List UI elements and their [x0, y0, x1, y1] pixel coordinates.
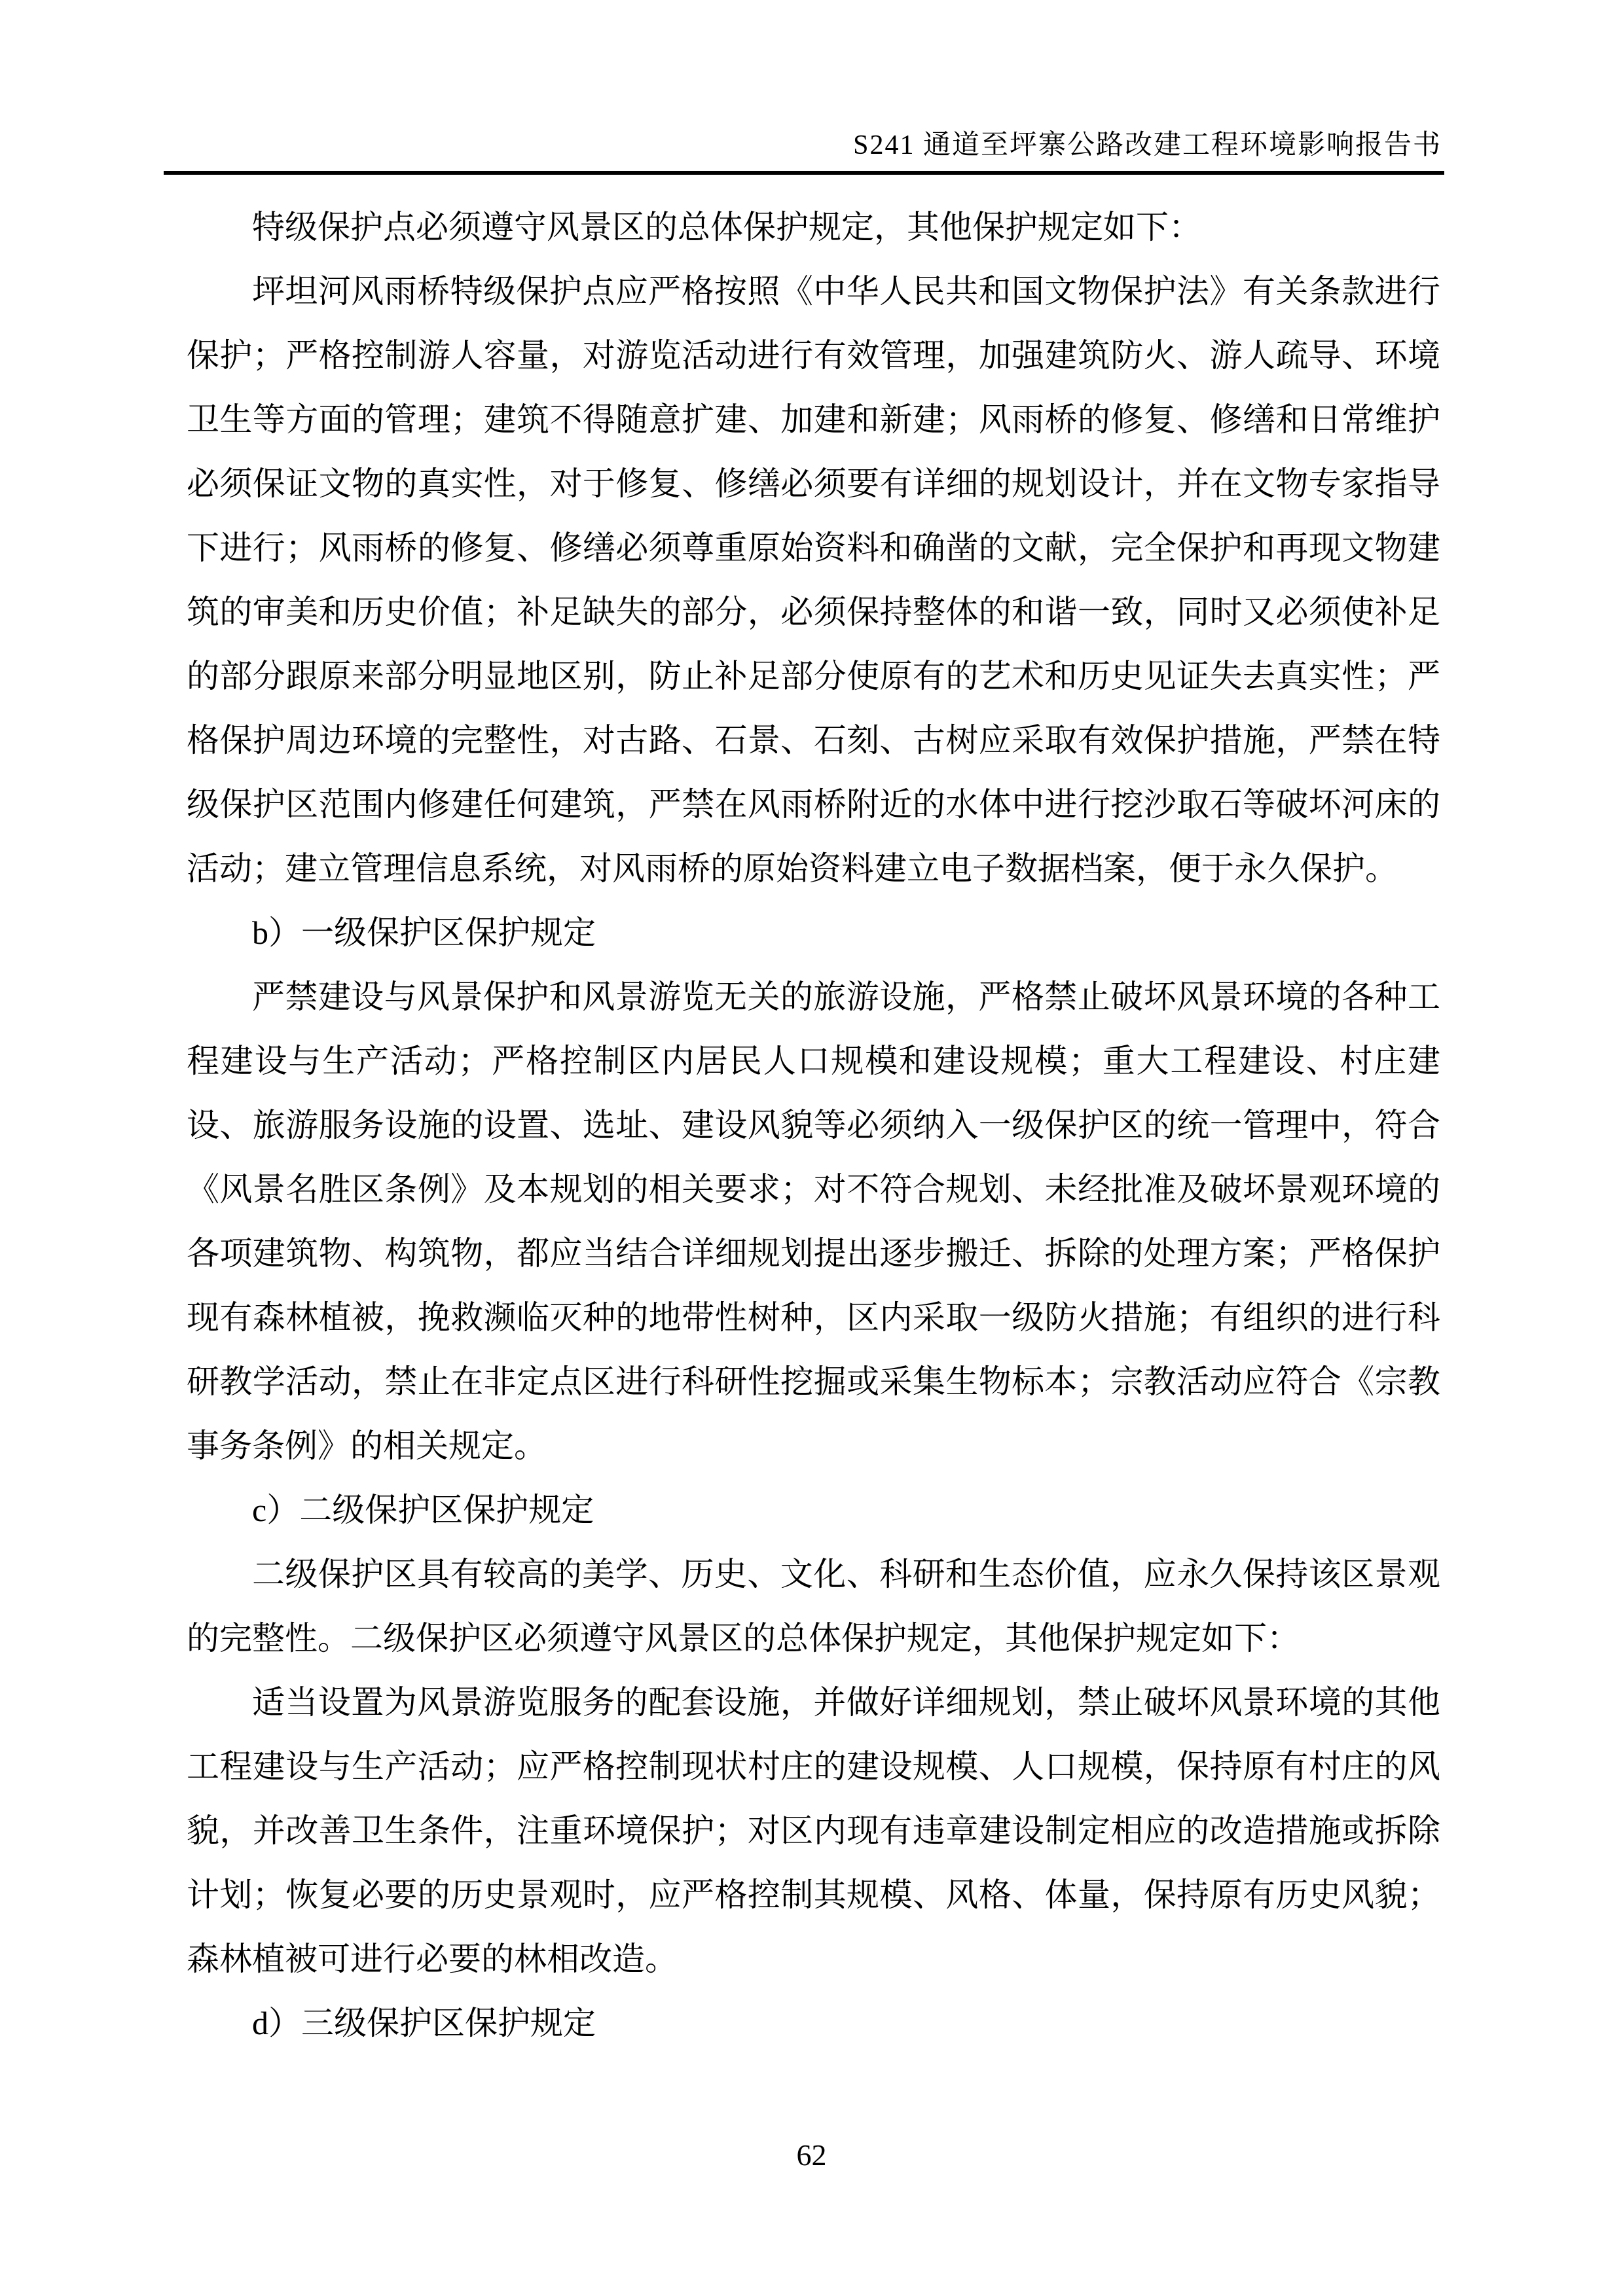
section-heading-b: b）一级保护区保护规定	[252, 914, 596, 951]
body-paragraph: 特级保护点必须遵守风景区的总体保护规定，其他保护规定如下：	[252, 209, 1201, 245]
body-paragraph: 坪坦河风雨桥特级保护点应严格按照《中华人民共和国文物保护法》有关条款进行保护；严格控制游人容量，对游览活动进行有效管理，加强建筑防火、游人疏导、环境卫生等方面的管理；建筑不得随意扩建、加建和新建；风雨桥的修复、修缮和日常维护必须保证文物的真实性，对于修复、修缮必须要有详细的规划设计，并在文物专家指导下进行；风雨桥的修复、修缮必须尊重原始资料和确凿的文献，完全保护和再现文物建筑的审美和历史价值；补足缺失的部分，必须保持整体的和谐一致，同时又必须使补足的部分跟原来部分明显地区别，防止补足部分使原有的艺术和历史见证失去真实性；严格保护周边环境的完整性，对古路、石景、石刻、古树应采取有效保护措施，严禁在特级保护区范围内修建任何建筑，严禁在风雨桥附近的水体中进行挖沙取石等破坏河床的活动；建立管理信息系统，对风雨桥的原始资料建立电子数据档案，便于永久保护。	[187, 273, 1440, 887]
body-paragraph: 二级保护区具有较高的美学、历史、文化、科研和生态价值，应永久保持该区景观的完整性。二级保护区必须遵守风景区的总体保护规定，其他保护规定如下：	[187, 1556, 1440, 1657]
document-body	[187, 195, 1440, 2055]
body-paragraph: 严禁建设与风景保护和风景游览无关的旅游设施，严格禁止破坏风景环境的各种工程建设与生产活动；严格控制区内居民人口规模和建设规模；重大工程建设、村庄建设、旅游服务设施的设置、选址、建设风貌等必须纳入一级保护区的统一管理中，符合《风景名胜区条例》及本规划的相关要求；对不符合规划、未经批准及破坏景观环境的各项建筑物、构筑物，都应当结合详细规划提出逐步搬迁、拆除的处理方案；严格保护现有森林植被，挽救濒临灭种的地带性树种，区内采取一级防火措施；有组织的进行科研教学活动，禁止在非定点区进行科研性挖掘或采集生物标本；宗教活动应符合《宗教事务条例》的相关规定。	[187, 978, 1440, 1464]
section-heading-d: d）三级保护区保护规定	[252, 2005, 596, 2041]
header-rule	[164, 171, 1444, 175]
page-number: 62	[796, 2138, 827, 2172]
body-paragraph: 适当设置为风景游览服务的配套设施，并做好详细规划，禁止破坏风景环境的其他工程建设与生产活动；应严格控制现状村庄的建设规模、人口规模，保持原有村庄的风貌，并改善卫生条件，注重环境保护；对区内现有违章建设制定相应的改造措施或拆除计划；恢复必要的历史景观时，应严格控制其规模、风格、体量，保持原有历史风貌；森林植被可进行必要的林相改造。	[187, 1684, 1440, 1977]
section-heading-c: c）二级保护区保护规定	[252, 1492, 594, 1528]
report-header-title: S241 通道至坪寨公路改建工程环境影响报告书	[853, 130, 1442, 160]
